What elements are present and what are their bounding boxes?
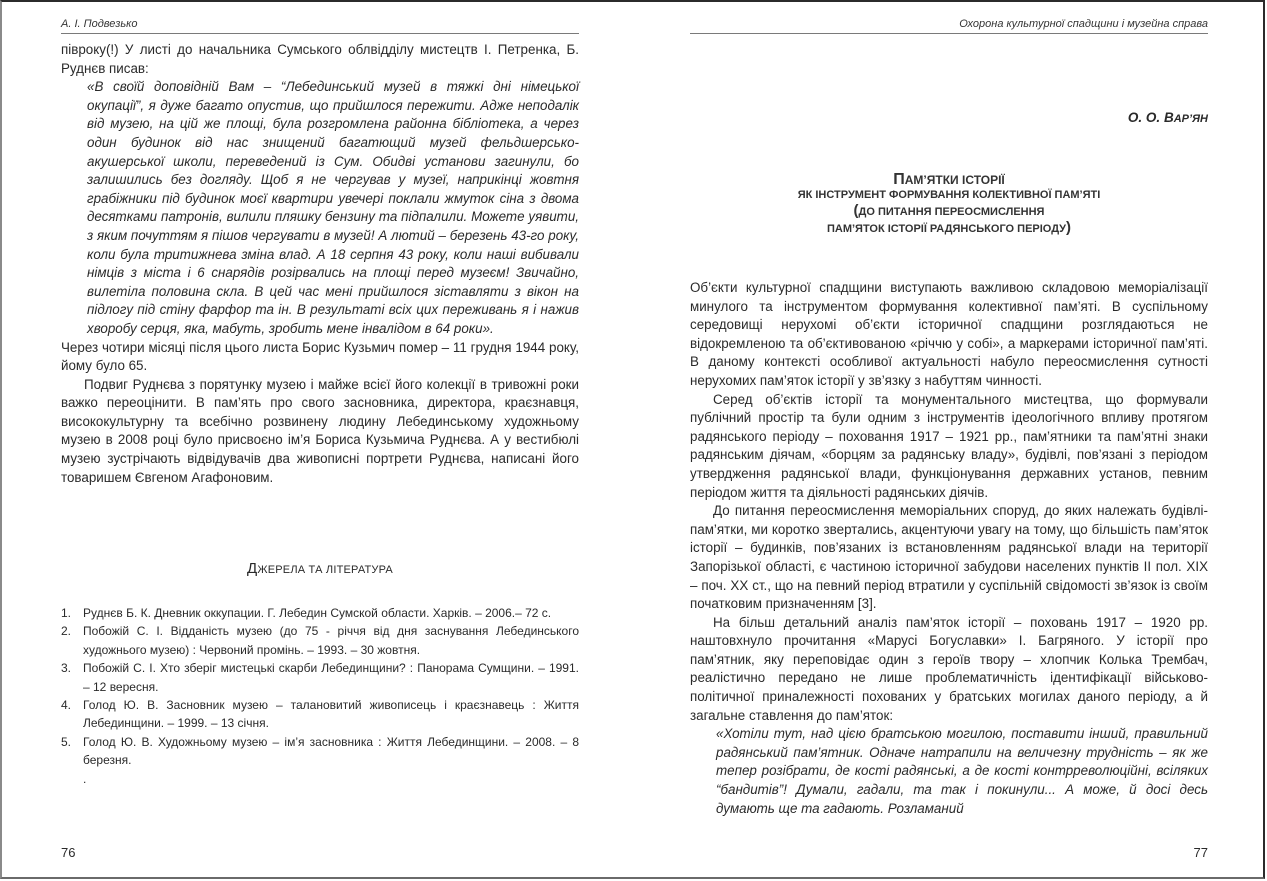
reference-text: Голод Ю. В. Засновник музею – талановитий живописець і краєзнавець : Життя Лебединщини. – 1999. – 13 січня.: [83, 698, 579, 731]
reference-item: [61, 696, 579, 733]
reference-item: [61, 733, 579, 770]
reference-list: [61, 604, 579, 788]
paragraph: Об’єкти культурної спадщини виступають важливою складовою меморіалізації минулого та інструментом формування колективної пам’яті. В суспільному середовищі нерухомі об’єкти історичної спадщини розглядаються не відокремленою та об’єктивованою «річчю у собі», а маркерами історичної пам’яті. В даному контексті особливої актуальності набуло переосмислення сутності нерухомих пам’яток історії у зв’язку з набуттям чинності.: [690, 280, 1208, 388]
title-line-4: [690, 220, 1208, 237]
title-line-3: [690, 203, 1208, 220]
reference-text: Голод Ю. В. Художньому музею – ім’я засновника : Життя Лебединщини. – 2008. – 8 березня.: [83, 734, 579, 768]
trailing-dot: .: [83, 771, 87, 786]
title-line-3-text: ДО ПИТАННЯ ПЕРЕОСМИСЛЕННЯ: [858, 206, 1045, 218]
reference-number: 2.: [61, 624, 72, 639]
quote-block: «В своїй доповідній Вам – “Лебединський музей в тяжкі дні німецької окупації”, я дуже багато опустив, що прийшлося пережити. Адже неподалік від музею, на цій же площі, була розгромлена районна бібліотека, а через один будинок від нас знищений багатющий музей фельдшерсько-акушерської школи, переведений із Сум. Обидві установи загинули, бо залишились без догляду. Щоб я не чергував у музеї, наприкінці жовтня грабіжники під будинок моєї квартири увечері поклали жмуток сіна з двома десятками патронів, вилили пляшку бензину та підпалили. Можете уявити, з яким почуттям я пішов чергувати в музей! А лютий – березень 43-го року, коли була тритижнева зміна влад. А 18 серпня 43 року, коли наші вибивали німців з міста і 6 снарядів розірвались на площі перед музеєм! Звичайно, вилетіла половина скла. В цей час мені прийшлося зіставляти з вікон на підлогу під стіну фарфор та ін. В результаті всіх цих переживань я і нажив хворобу серця, яка, мабуть, зробить мене інвалідом в 64 роки».: [87, 79, 579, 336]
reference-number: 4.: [61, 698, 72, 713]
section-title-rest: ЖЕРЕЛА ТА ЛІТЕРАТУРА: [257, 564, 393, 576]
right-body-text: [690, 279, 1208, 818]
title-close-paren: ): [1066, 219, 1072, 236]
paragraph: Подвиг Руднєва з порятунку музею і майже всієї його колекції в тривожні роки важко переоцінити. В пам’ять про свого засновника, директора, краєзнавця, висококультурну та всебічно розвинену людину Лебединському художньому музею в 2008 році було присвоєно ім’я Бориса Кузьмича Руднєва. А у вестибюлі музею зустрічають відвідувачів два живописні портрети Руднєва, написані його товаришем Євгеном Агафоновим.: [61, 376, 579, 485]
section-title-sources: [61, 560, 579, 577]
reference-text: Побожій С. І. Хто зберіг мистецькі скарби Лебединщини? : Панорама Сумщини. – 1991. – 12 вересня.: [83, 661, 579, 694]
reference-item: [61, 622, 579, 659]
right-page: [690, 0, 1208, 881]
paragraph: Через чотири місяці після цього листа Борис Кузьмич помер – 11 грудня 1944 року, йому було 65.: [61, 339, 579, 374]
title-line-1: [690, 172, 1208, 188]
reference-text: Руднєв Б. К. Дневник оккупации. Г. Лебедин Сумской области. Харків. – 2006.– 72 с.: [83, 606, 552, 620]
reference-item: [61, 604, 579, 622]
title-line-2: ЯК ІНСТРУМЕНТ ФОРМУВАННЯ КОЛЕКТИВНОЇ ПАМ’ЯТІ: [797, 189, 1101, 201]
article-author: [1128, 110, 1208, 125]
page-number-left: 76: [61, 845, 76, 860]
reference-text: Побожій С. І. Відданість музею (до 75 - річчя від дня заснування Лебединського художнього музею) : Червоний промінь. – 1993. – 30 жовтня.: [83, 624, 579, 657]
quote-block: «Хотіли тут, над цією братською могилою, поставити інший, правильний радянський пам’ятник. Одначе натрапили на величезну трудність – як же тепер розібрати, де кості радянські, а де кості контрреволюційні, всіляких “бандитів”! Думали, гадали, та так і покинули... А може, й досі десь думають ще та гадають. Розламаний: [716, 726, 1208, 816]
left-body-text: [61, 41, 579, 487]
reference-number: 5.: [61, 734, 72, 749]
title-line-4-text: ПАМ’ЯТОК ІСТОРІЇ РАДЯНСЬКОГО ПЕРІОДУ: [826, 223, 1067, 235]
title-open-paren: (: [853, 202, 859, 219]
paragraph: На більш детальний аналіз пам’яток історії – поховань 1917 – 1920 рр. наштовхнуло прочитання «Марусі Богуславки» І. Багряного. У історії про пам’ятник, яку переповідає один з героїв твору – хлопчик Колька Трембач, реалістично передано не лише проблематичність ідентифікації військово-політичної приналежності похованих у братських могилах даного періоду, а й загальне ставлення до пам’яток:: [690, 614, 1208, 723]
paragraph: Серед об’єктів історії та монументального мистецтва, що формували публічний простір та були одним з інструментів ідеологічного впливу протягом радянського періоду – поховання 1917 – 1921 рр., пам’ятники та пам’ятні знаки радянським діячам, «борцям за радянську владу», будівлі, пов’язані з періодом утвердження радянської влади, функціонування державних установ, певним періодом життя та діяльності радянських діячів.: [690, 391, 1208, 500]
reference-item: [61, 659, 579, 696]
running-head-right: Охорона культурної спадщини і музейна справа: [690, 18, 1208, 34]
page-number-right: 77: [1193, 845, 1208, 860]
running-head-left: А. І. Подвезько: [61, 18, 579, 34]
paragraph: До питання переосмислення меморіальних споруд, до яких належать будівлі-пам’ятки, ми коротко звертались, акцентуючи увагу на тому, що більшість пам’яток історії – будинків, пов’язаних із встановленням радянської влади на території Запорізької області, є частиною історичної забудови населених пунктів ІІ пол. ХІХ – поч. ХХ ст., що на певний період втратили у суспільній свідомості зв’язок із своїм початковим призначенням [3].: [690, 503, 1208, 612]
title-initial: П: [893, 171, 905, 188]
author-surname-rest: АР’ЯН: [1173, 113, 1208, 125]
author-surname-initial: В: [1163, 110, 1174, 125]
title-line-1-text: АМ’ЯТКИ ІСТОРІЇ: [904, 173, 1005, 187]
reference-number: 3.: [61, 661, 72, 676]
paragraph: півроку(!) У листі до начальника Сумського облвідділу мистецтв І. Петренка, Б. Руднєв писав:: [61, 42, 579, 76]
article-title: [690, 172, 1208, 237]
reference-number: 1.: [61, 606, 72, 620]
left-page: [61, 0, 579, 881]
section-title-initial: Д: [247, 560, 258, 577]
author-initials: О. О.: [1127, 110, 1164, 125]
